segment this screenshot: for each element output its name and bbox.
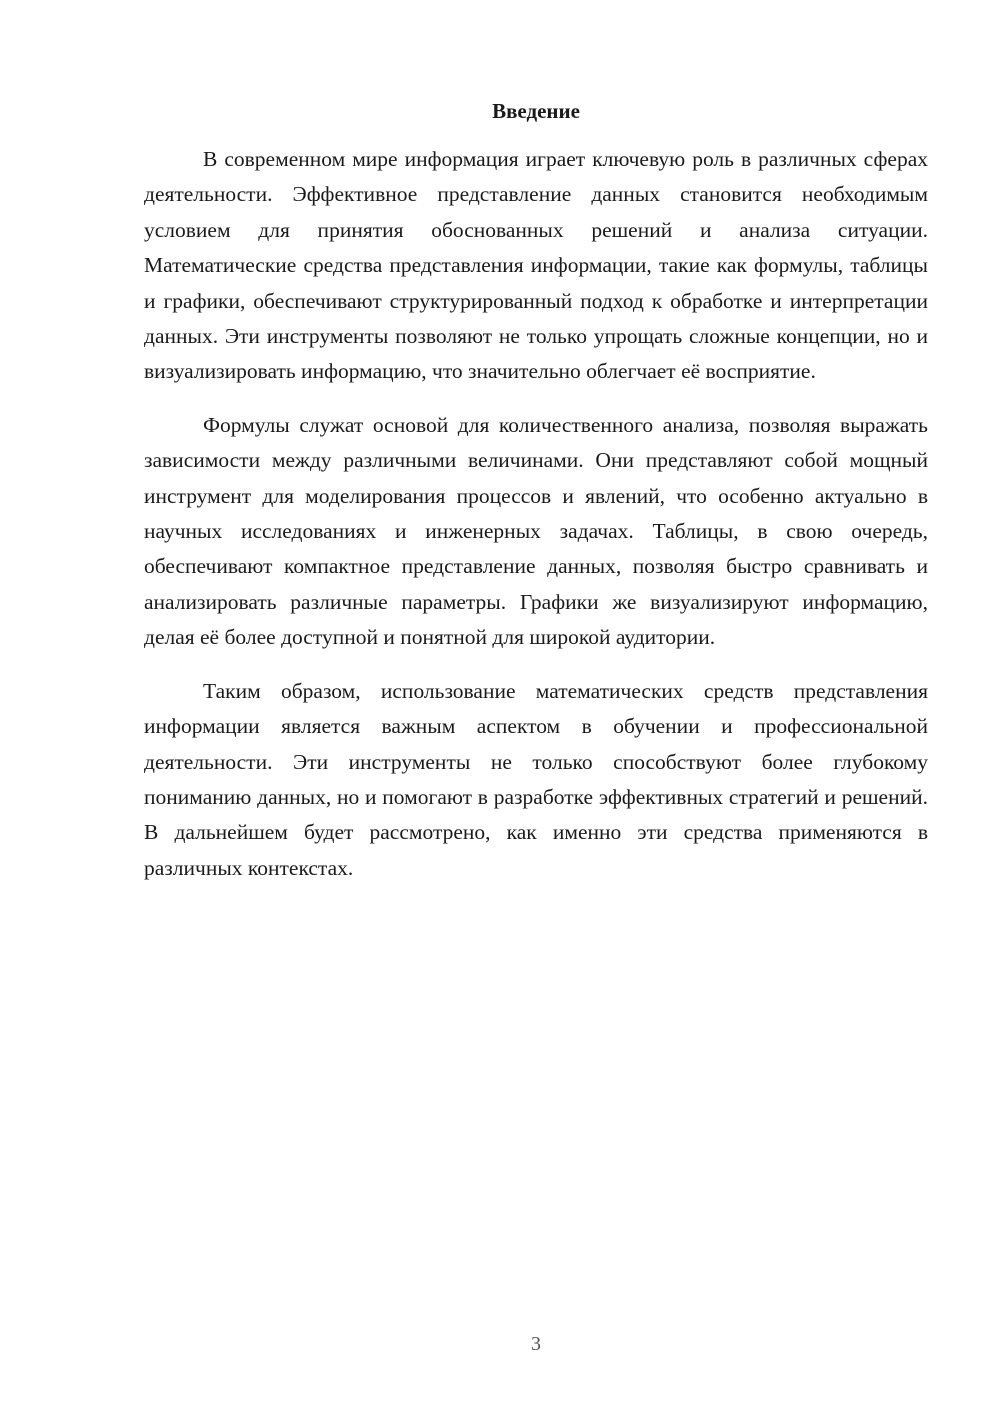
paragraph-2: Формулы служат основой для количественного анализа, позволяя выражать зависимости между различными величинами. Они представляют собой мощный инструмент для моделирования процессов и явлений, что особенно актуально в научных исследованиях и инженерных задачах. Таблицы, в свою очередь, обеспечивают компактное представление данных, позволяя быстро сравнивать и анализировать различные параметры. Графики же визуализируют информацию, делая её более доступной и понятной для широкой аудитории. (144, 412, 928, 650)
paragraph-3: Таким образом, использование математических средств представления информации является важным аспектом в обучении и профессиональной деятельности. Эти инструменты не только способствуют более глубокому пониманию данных, но и помогают в разработке эффективных стратегий и решений. В дальнейшем будет рассмотрено, как именно эти средства применяются в различных контекстах. (144, 678, 928, 880)
section-title: Введение (492, 99, 580, 123)
page-number: 3 (531, 1333, 541, 1355)
paragraph-1: В современном мире информация играет ключевую роль в различных сферах деятельности. Эффективное представление данных становится необходимым условием для принятия обоснованных решений и анализа ситуации. Математические средства представления информации, такие как формулы, таблицы и графики, обеспечивают структурированный подход к обработке и интерпретации данных. Эти инструменты позволяют не только упрощать сложные концепции, но и визуализировать информацию, что значительно облегчает её восприятие. (144, 147, 928, 384)
page-content (144, 96, 928, 904)
